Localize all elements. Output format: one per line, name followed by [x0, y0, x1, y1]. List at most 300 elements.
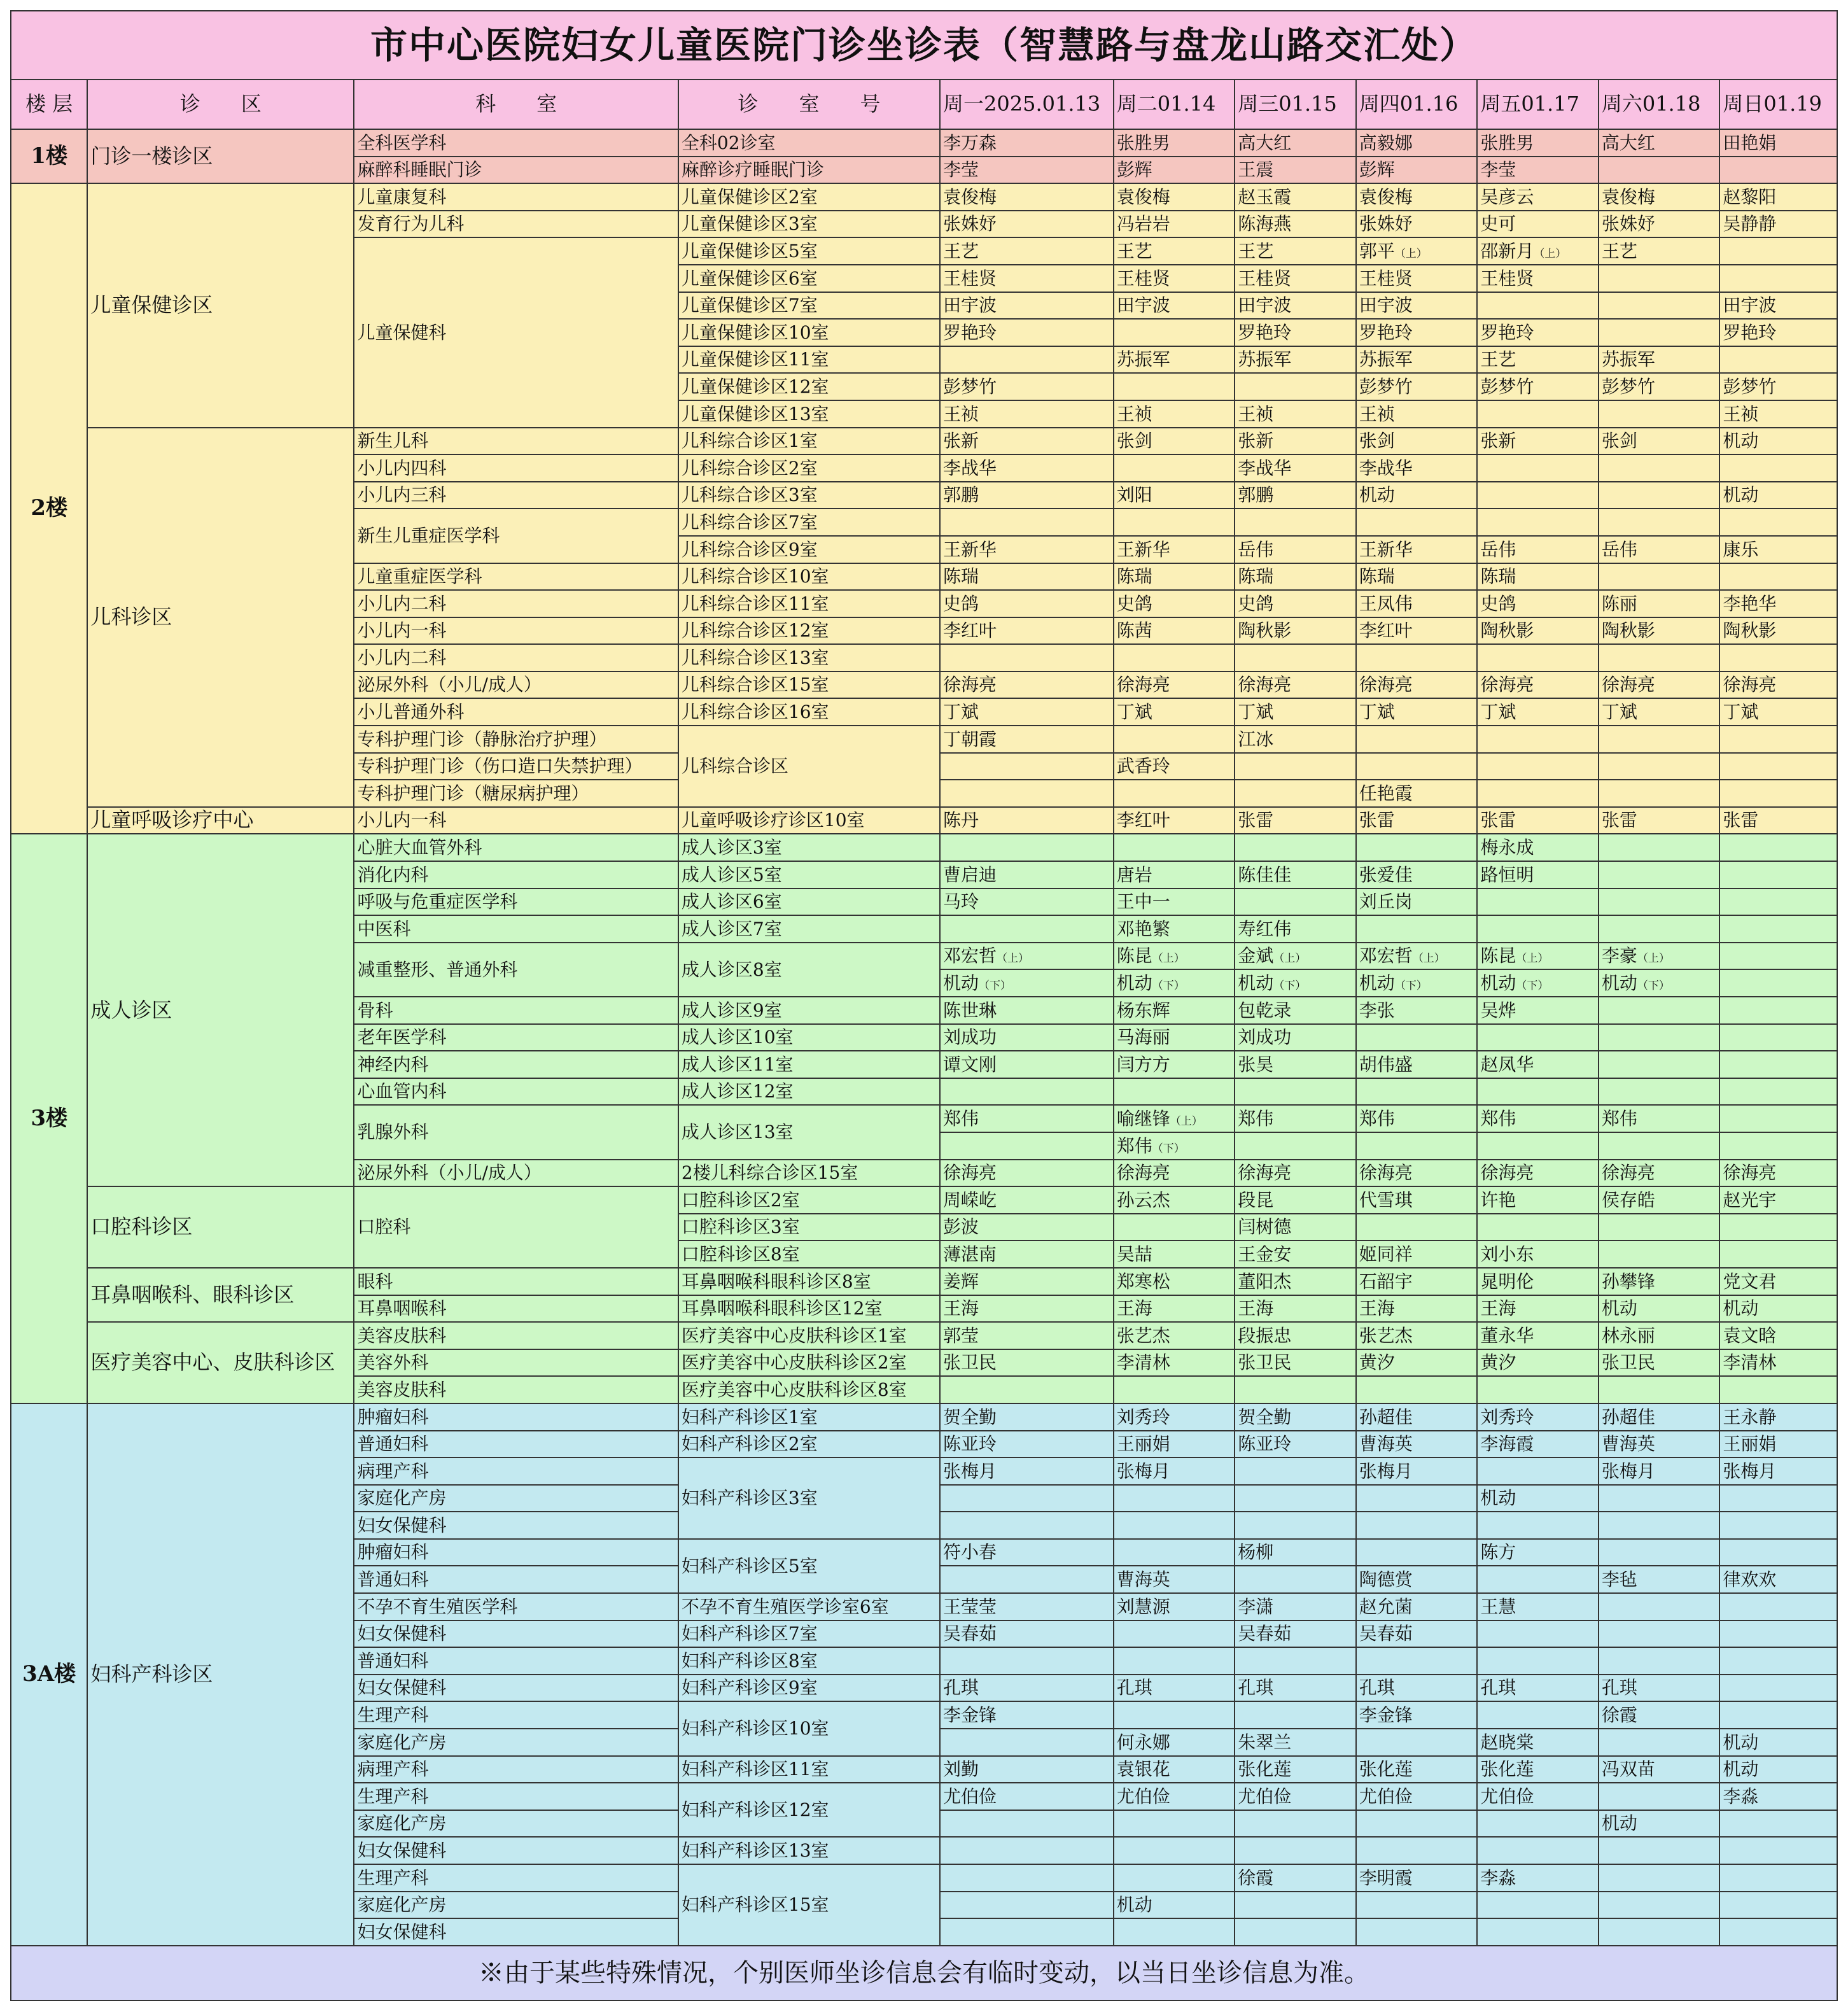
doctor-cell-sun — [1719, 183, 1837, 211]
doctor-name: 谭文刚 — [943, 1053, 997, 1075]
doctor-cell-tue — [1114, 969, 1235, 997]
doctor-name: 机动 — [1480, 1487, 1516, 1509]
doctor-cell-sun — [1719, 292, 1837, 320]
doctor-name: 王海 — [1238, 1298, 1274, 1319]
doctor-cell-sat — [1599, 1322, 1720, 1349]
doctor-cell-tue — [1114, 237, 1235, 265]
doctor-cell-mon — [940, 1593, 1114, 1620]
doctor-name: 罗艳玲 — [1480, 321, 1534, 343]
doctor-name: 史鸽 — [1480, 593, 1516, 614]
doctor-cell-sat — [1599, 590, 1720, 617]
doctor-cell-tue — [1114, 129, 1235, 157]
doctor-name: 机动 — [1723, 484, 1759, 506]
doctor-cell-sat — [1599, 373, 1720, 400]
floor-label: 3A楼 — [11, 1403, 87, 1946]
doctor-name: 律欢欢 — [1723, 1569, 1777, 1591]
floor-label: 3楼 — [11, 834, 87, 1403]
doctor-cell-fri — [1477, 1783, 1599, 1810]
doctor-cell-fri — [1477, 1837, 1599, 1864]
table-row — [11, 129, 1837, 157]
doctor-cell-tue — [1114, 1783, 1235, 1810]
doctor-cell-wed — [1235, 1864, 1356, 1892]
doctor-name: 李张 — [1359, 999, 1395, 1021]
doctor-name: 陈亚玲 — [943, 1433, 997, 1455]
doctor-name: 李清林 — [1723, 1352, 1777, 1374]
doctor-name: 陈瑞 — [1116, 566, 1152, 587]
zone-cell: 门诊一楼诊区 — [87, 129, 354, 183]
department-cell: 家庭化产房 — [354, 1485, 678, 1512]
doctor-name: 彭波 — [943, 1216, 979, 1238]
table-row — [11, 1322, 1837, 1349]
doctor-name: 陈昆 — [1116, 945, 1152, 967]
doctor-name: 徐海亮 — [1116, 674, 1170, 696]
doctor-cell-sat — [1599, 753, 1720, 780]
doctor-cell-thu — [1356, 807, 1478, 834]
doctor-cell-thu — [1356, 1268, 1478, 1295]
doctor-cell-thu — [1356, 1132, 1478, 1160]
doctor-cell-sun — [1719, 889, 1837, 916]
doctor-name: 尤伯俭 — [1116, 1785, 1170, 1807]
doctor-name: 陈丽 — [1601, 593, 1637, 614]
doctor-cell-mon — [940, 1512, 1114, 1539]
doctor-cell-sat — [1599, 1186, 1720, 1214]
doctor-cell-thu — [1356, 1160, 1478, 1187]
doctor-name: 尤伯俭 — [1359, 1785, 1413, 1807]
session-note: （上） — [1534, 247, 1567, 260]
doctor-cell-tue — [1114, 509, 1235, 536]
doctor-cell-tue — [1114, 1892, 1235, 1919]
doctor-cell-tue — [1114, 590, 1235, 617]
doctor-name: 张卫民 — [1601, 1352, 1655, 1374]
doctor-cell-wed — [1235, 1810, 1356, 1838]
doctor-cell-sun — [1719, 129, 1837, 157]
doctor-name: 党文君 — [1723, 1270, 1777, 1292]
doctor-cell-fri — [1477, 1512, 1599, 1539]
doctor-cell-mon — [940, 590, 1114, 617]
doctor-cell-wed — [1235, 129, 1356, 157]
doctor-cell-wed — [1235, 1837, 1356, 1864]
department-cell: 新生儿重症医学科 — [354, 509, 678, 563]
doctor-cell-fri — [1477, 780, 1599, 807]
doctor-name: 李豪 — [1601, 945, 1637, 967]
doctor-cell-tue — [1114, 536, 1235, 563]
room-cell: 儿科综合诊区15室 — [678, 671, 940, 699]
department-cell: 耳鼻咽喉科 — [354, 1295, 678, 1323]
table-row — [11, 834, 1837, 861]
doctor-cell-fri — [1477, 1566, 1599, 1593]
doctor-cell-sun — [1719, 1214, 1837, 1241]
doctor-cell-thu — [1356, 400, 1478, 428]
doctor-name: 贺全勤 — [1238, 1406, 1292, 1428]
doctor-name: 陈丹 — [943, 810, 979, 831]
doctor-cell-thu — [1356, 265, 1478, 292]
table-row — [11, 807, 1837, 834]
doctor-cell-sat — [1599, 563, 1720, 591]
floor-label: 1楼 — [11, 129, 87, 183]
zone-cell: 儿科诊区 — [87, 428, 354, 807]
department-cell: 生理产科 — [354, 1701, 678, 1729]
room-cell: 儿童呼吸诊疗诊区10室 — [678, 807, 940, 834]
doctor-cell-tue — [1114, 1132, 1235, 1160]
doctor-cell-fri — [1477, 509, 1599, 536]
doctor-cell-thu — [1356, 1701, 1478, 1729]
doctor-cell-sun — [1719, 1051, 1837, 1078]
doctor-name: 张艺杰 — [1359, 1325, 1413, 1346]
doctor-name: 彭梦竹 — [1359, 376, 1413, 397]
doctor-cell-mon — [940, 1918, 1114, 1946]
doctor-cell-thu — [1356, 753, 1478, 780]
doctor-cell-wed — [1235, 969, 1356, 997]
doctor-cell-fri — [1477, 1458, 1599, 1485]
room-cell: 医疗美容中心皮肤科诊区2室 — [678, 1349, 940, 1377]
doctor-cell-thu — [1356, 1186, 1478, 1214]
doctor-cell-sun — [1719, 1892, 1837, 1919]
doctor-name: 吴彦云 — [1480, 186, 1534, 207]
session-note: （下） — [1637, 980, 1670, 992]
doctor-name: 张姝妤 — [1601, 213, 1655, 235]
doctor-name: 刘秀玲 — [1480, 1406, 1534, 1428]
doctor-cell-mon — [940, 915, 1114, 943]
doctor-cell-wed — [1235, 319, 1356, 346]
doctor-name: 段振忠 — [1238, 1325, 1292, 1346]
doctor-name: 赵光宇 — [1723, 1189, 1777, 1211]
room-cell: 儿科综合诊区 — [678, 726, 940, 807]
doctor-name: 马海丽 — [1116, 1027, 1170, 1048]
doctor-cell-tue — [1114, 1349, 1235, 1377]
doctor-cell-mon — [940, 1240, 1114, 1268]
doctor-cell-wed — [1235, 1376, 1356, 1403]
doctor-name: 王金安 — [1238, 1243, 1292, 1265]
department-cell: 家庭化产房 — [354, 1810, 678, 1838]
doctor-cell-mon — [940, 1105, 1114, 1132]
doctor-name: 袁俊梅 — [1116, 186, 1170, 207]
department-cell: 乳腺外科 — [354, 1105, 678, 1159]
doctor-cell-wed — [1235, 265, 1356, 292]
doctor-cell-sat — [1599, 1620, 1720, 1648]
doctor-name: 田艳娟 — [1723, 132, 1777, 153]
doctor-cell-sun — [1719, 1837, 1837, 1864]
doctor-cell-wed — [1235, 943, 1356, 970]
doctor-name: 赵允菌 — [1359, 1596, 1413, 1617]
doctor-name: 李万森 — [943, 132, 997, 153]
doctor-cell-thu — [1356, 1431, 1478, 1458]
doctor-name: 徐霞 — [1238, 1867, 1274, 1888]
doctor-name: 冯双苗 — [1601, 1759, 1655, 1780]
doctor-cell-wed — [1235, 237, 1356, 265]
doctor-name: 董阳杰 — [1238, 1270, 1292, 1292]
doctor-cell-wed — [1235, 807, 1356, 834]
doctor-cell-fri — [1477, 1864, 1599, 1892]
doctor-name: 刘秀玲 — [1116, 1406, 1170, 1428]
department-cell: 消化内科 — [354, 861, 678, 889]
doctor-cell-thu — [1356, 1458, 1478, 1485]
doctor-name: 张剑 — [1601, 430, 1637, 452]
doctor-name: 岳伟 — [1601, 538, 1637, 560]
doctor-name: 孙云杰 — [1116, 1189, 1170, 1211]
doctor-name: 王桂贤 — [1116, 267, 1170, 289]
doctor-cell-sat — [1599, 780, 1720, 807]
doctor-name: 机动 — [1238, 973, 1274, 994]
doctor-cell-sat — [1599, 861, 1720, 889]
doctor-cell-wed — [1235, 1593, 1356, 1620]
doctor-cell-tue — [1114, 292, 1235, 320]
doctor-name: 彭辉 — [1359, 159, 1395, 181]
doctor-name: 张艺杰 — [1116, 1325, 1170, 1346]
doctor-cell-wed — [1235, 1051, 1356, 1078]
doctor-name: 田宇波 — [1238, 295, 1292, 316]
doctor-cell-sun — [1719, 536, 1837, 563]
doctor-cell-mon — [940, 1810, 1114, 1838]
doctor-cell-thu — [1356, 373, 1478, 400]
doctor-name: 吴静静 — [1723, 213, 1777, 235]
doctor-cell-fri — [1477, 889, 1599, 916]
doctor-cell-tue — [1114, 834, 1235, 861]
doctor-cell-sun — [1719, 807, 1837, 834]
doctor-name: 尤伯俭 — [1480, 1785, 1534, 1807]
doctor-cell-mon — [940, 1322, 1114, 1349]
doctor-cell-fri — [1477, 1186, 1599, 1214]
doctor-cell-tue — [1114, 183, 1235, 211]
doctor-cell-wed — [1235, 1078, 1356, 1106]
doctor-cell-thu — [1356, 698, 1478, 726]
doctor-cell-sat — [1599, 943, 1720, 970]
doctor-name: 机动 — [1359, 484, 1395, 506]
doctor-cell-sat — [1599, 1539, 1720, 1566]
department-cell: 小儿内四科 — [354, 454, 678, 482]
doctor-name: 机动 — [1116, 1894, 1152, 1916]
doctor-cell-wed — [1235, 671, 1356, 699]
room-cell: 儿科综合诊区12室 — [678, 617, 940, 645]
doctor-cell-fri — [1477, 1756, 1599, 1783]
doctor-cell-sun — [1719, 509, 1837, 536]
doctor-cell-tue — [1114, 1837, 1235, 1864]
department-cell: 小儿内三科 — [354, 482, 678, 509]
room-cell: 妇科产科诊区15室 — [678, 1864, 940, 1946]
doctor-cell-sat — [1599, 1566, 1720, 1593]
doctor-cell-fri — [1477, 834, 1599, 861]
room-cell: 儿科综合诊区1室 — [678, 428, 940, 455]
doctor-cell-mon — [940, 1403, 1114, 1431]
room-cell: 医疗美容中心皮肤科诊区1室 — [678, 1322, 940, 1349]
doctor-cell-sat — [1599, 915, 1720, 943]
doctor-name: 李红叶 — [1359, 620, 1413, 642]
doctor-cell-tue — [1114, 1403, 1235, 1431]
doctor-cell-fri — [1477, 157, 1599, 184]
doctor-name: 王中一 — [1116, 891, 1170, 913]
doctor-cell-sun — [1719, 1783, 1837, 1810]
department-cell: 儿童重症医学科 — [354, 563, 678, 591]
doctor-name: 李红叶 — [943, 620, 997, 642]
doctor-cell-wed — [1235, 753, 1356, 780]
doctor-cell-sat — [1599, 1810, 1720, 1838]
doctor-cell-tue — [1114, 1051, 1235, 1078]
doctor-name: 史鸽 — [1116, 593, 1152, 614]
doctor-name: 郭平 — [1359, 240, 1395, 262]
doctor-name: 陈瑞 — [1480, 566, 1516, 587]
session-note: （上） — [1637, 952, 1670, 966]
doctor-name: 马玲 — [943, 891, 979, 913]
doctor-cell-thu — [1356, 1214, 1478, 1241]
room-cell: 耳鼻咽喉科眼科诊区8室 — [678, 1268, 940, 1295]
doctor-cell-sat — [1599, 834, 1720, 861]
doctor-cell-sun — [1719, 1268, 1837, 1295]
room-cell: 儿童保健诊区6室 — [678, 265, 940, 292]
doctor-name: 金斌 — [1238, 945, 1274, 967]
room-cell: 成人诊区6室 — [678, 889, 940, 916]
doctor-cell-sat — [1599, 509, 1720, 536]
doctor-cell-fri — [1477, 237, 1599, 265]
zone-cell: 儿童保健诊区 — [87, 183, 354, 427]
doctor-cell-sun — [1719, 997, 1837, 1024]
doctor-cell-sat — [1599, 1132, 1720, 1160]
session-note: （下） — [1152, 1142, 1185, 1155]
doctor-cell-sat — [1599, 1268, 1720, 1295]
table-row — [11, 1186, 1837, 1214]
doctor-name: 陶秋影 — [1480, 620, 1534, 642]
doctor-cell-sat — [1599, 211, 1720, 238]
col-header-department: 科 室 — [354, 80, 678, 129]
doctor-name: 胡伟盛 — [1359, 1053, 1413, 1075]
doctor-name: 李清林 — [1116, 1352, 1170, 1374]
doctor-name: 王海 — [1116, 1298, 1152, 1319]
doctor-cell-thu — [1356, 1349, 1478, 1377]
doctor-name: 田宇波 — [1116, 295, 1170, 316]
doctor-name: 赵晓棠 — [1480, 1731, 1534, 1753]
doctor-cell-tue — [1114, 1729, 1235, 1756]
doctor-cell-tue — [1114, 1810, 1235, 1838]
doctor-cell-mon — [940, 726, 1114, 753]
doctor-name: 李艳华 — [1723, 593, 1777, 614]
doctor-name: 徐海亮 — [1480, 1162, 1534, 1184]
floor-label: 2楼 — [11, 183, 87, 834]
room-cell: 成人诊区8室 — [678, 943, 940, 997]
doctor-cell-sun — [1719, 265, 1837, 292]
doctor-name: 袁俊梅 — [1601, 186, 1655, 207]
doctor-cell-fri — [1477, 1295, 1599, 1323]
doctor-cell-thu — [1356, 1566, 1478, 1593]
doctor-name: 机动 — [1723, 430, 1759, 452]
doctor-cell-sun — [1719, 1756, 1837, 1783]
doctor-cell-tue — [1114, 1620, 1235, 1648]
department-cell: 家庭化产房 — [354, 1729, 678, 1756]
doctor-cell-mon — [940, 997, 1114, 1024]
department-cell: 普通妇科 — [354, 1647, 678, 1675]
doctor-cell-wed — [1235, 726, 1356, 753]
doctor-cell-fri — [1477, 1675, 1599, 1702]
room-cell: 妇科产科诊区13室 — [678, 1837, 940, 1864]
doctor-name: 徐海亮 — [943, 674, 997, 696]
doctor-cell-tue — [1114, 617, 1235, 645]
doctor-cell-sat — [1599, 265, 1720, 292]
doctor-cell-mon — [940, 1376, 1114, 1403]
doctor-cell-tue — [1114, 1675, 1235, 1702]
doctor-cell-thu — [1356, 1892, 1478, 1919]
doctor-name: 王艺 — [1116, 240, 1152, 262]
doctor-name: 黄汐 — [1359, 1352, 1395, 1374]
doctor-cell-sat — [1599, 400, 1720, 428]
doctor-name: 高大红 — [1238, 132, 1292, 153]
doctor-cell-fri — [1477, 915, 1599, 943]
doctor-name: 彭梦竹 — [1723, 376, 1777, 397]
doctor-name: 张卫民 — [943, 1352, 997, 1374]
doctor-cell-tue — [1114, 644, 1235, 671]
col-header-tue: 周二01.14 — [1114, 80, 1235, 129]
department-cell: 骨科 — [354, 997, 678, 1024]
doctor-cell-tue — [1114, 1701, 1235, 1729]
doctor-cell-thu — [1356, 1539, 1478, 1566]
doctor-cell-sun — [1719, 644, 1837, 671]
zone-cell: 口腔科诊区 — [87, 1186, 354, 1268]
doctor-name: 郭莹 — [943, 1325, 979, 1346]
doctor-cell-thu — [1356, 509, 1478, 536]
doctor-name: 机动 — [1359, 973, 1395, 994]
col-header-sat: 周六01.18 — [1599, 80, 1720, 129]
doctor-cell-wed — [1235, 183, 1356, 211]
doctor-cell-sat — [1599, 1160, 1720, 1187]
doctor-name: 李红叶 — [1116, 810, 1170, 831]
doctor-name: 曹海英 — [1116, 1569, 1170, 1591]
doctor-name: 贺全勤 — [943, 1406, 997, 1428]
doctor-cell-wed — [1235, 1647, 1356, 1675]
doctor-cell-tue — [1114, 1186, 1235, 1214]
doctor-cell-wed — [1235, 1458, 1356, 1485]
doctor-cell-thu — [1356, 915, 1478, 943]
department-cell: 肿瘤妇科 — [354, 1539, 678, 1566]
doctor-cell-thu — [1356, 1756, 1478, 1783]
doctor-name: 徐海亮 — [1238, 1162, 1292, 1184]
doctor-cell-tue — [1114, 861, 1235, 889]
doctor-name: 田宇波 — [943, 295, 997, 316]
doctor-name: 孔琪 — [943, 1677, 979, 1699]
department-cell: 小儿内二科 — [354, 590, 678, 617]
doctor-name: 陈佳佳 — [1238, 864, 1292, 885]
doctor-cell-mon — [940, 400, 1114, 428]
col-header-thu: 周四01.16 — [1356, 80, 1478, 129]
doctor-cell-fri — [1477, 536, 1599, 563]
doctor-name: 李莹 — [1480, 159, 1516, 181]
doctor-cell-sun — [1719, 1729, 1837, 1756]
doctor-name: 袁银花 — [1116, 1759, 1170, 1780]
doctor-cell-sun — [1719, 1431, 1837, 1458]
doctor-cell-tue — [1114, 1322, 1235, 1349]
doctor-cell-thu — [1356, 1240, 1478, 1268]
department-cell: 妇女保健科 — [354, 1620, 678, 1648]
doctor-name: 张胜男 — [1116, 132, 1170, 153]
doctor-cell-sun — [1719, 157, 1837, 184]
doctor-name: 孔琪 — [1116, 1677, 1152, 1699]
doctor-name: 王海 — [1480, 1298, 1516, 1319]
doctor-cell-tue — [1114, 1268, 1235, 1295]
doctor-cell-fri — [1477, 726, 1599, 753]
room-cell: 成人诊区7室 — [678, 915, 940, 943]
doctor-name: 郭鹏 — [943, 484, 979, 506]
department-cell: 小儿内二科 — [354, 644, 678, 671]
doctor-cell-mon — [940, 1892, 1114, 1919]
department-cell: 专科护理门诊（糖尿病护理） — [354, 780, 678, 807]
doctor-cell-tue — [1114, 211, 1235, 238]
doctor-name: 彭梦竹 — [1480, 376, 1534, 397]
session-note: （上） — [1170, 1114, 1203, 1128]
doctor-name: 尤伯俭 — [943, 1785, 997, 1807]
doctor-name: 尤伯俭 — [1238, 1785, 1292, 1807]
doctor-cell-fri — [1477, 1431, 1599, 1458]
doctor-cell-sat — [1599, 807, 1720, 834]
doctor-cell-sat — [1599, 454, 1720, 482]
doctor-cell-mon — [940, 1539, 1114, 1566]
doctor-cell-fri — [1477, 617, 1599, 645]
doctor-cell-thu — [1356, 1105, 1478, 1132]
department-cell: 呼吸与危重症医学科 — [354, 889, 678, 916]
